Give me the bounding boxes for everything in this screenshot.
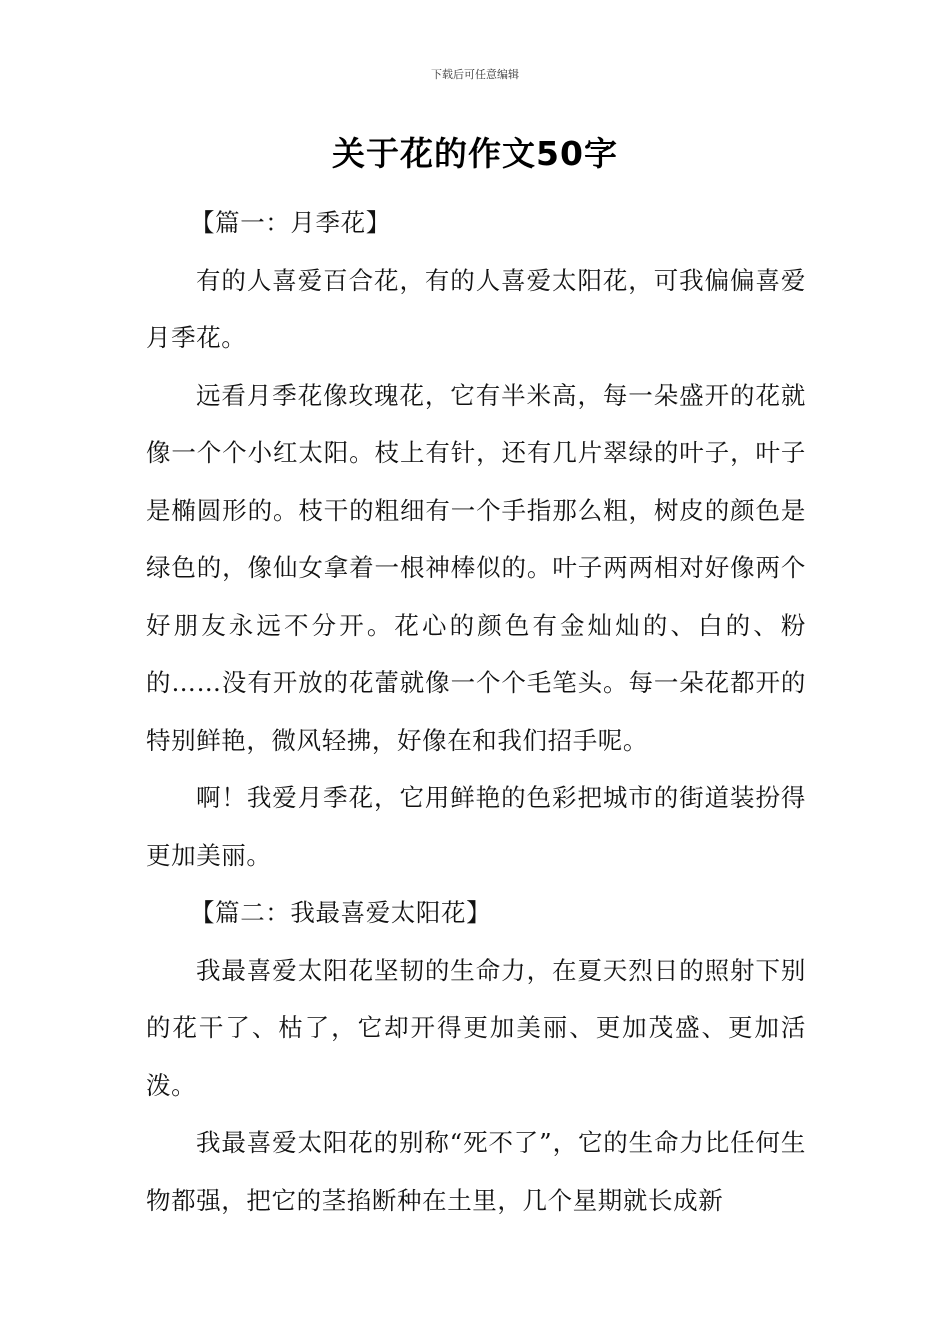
paragraph: 我最喜爱太阳花坚韧的生命力，在夏天烈日的照射下别的花干了、枯了，它却开得更加美丽、更加茂盛、更加活泼。	[146, 955, 806, 1100]
section-heading: 【篇二：我最喜爱太阳花】	[190, 898, 492, 927]
section-heading: 【篇一：月季花】	[190, 208, 391, 237]
paragraph: 有的人喜爱百合花，有的人喜爱太阳花，可我偏偏喜爱月季花。	[146, 265, 806, 352]
paragraph: 远看月季花像玫瑰花，它有半米高，每一朵盛开的花就像一个个小红太阳。枝上有针，还有几片翠绿的叶子，叶子是椭圆形的。枝干的粗细有一个手指那么粗，树皮的颜色是绿色的，像仙女拿着一根神棒似的。叶子两两相对好像两个好朋友永远不分开。花心的颜色有金灿灿的、白的、粉的……没有开放的花蕾就像一个个毛笔头。每一朵花都开的特别鲜艳，微风轻拂，好像在和我们招手呢。	[146, 380, 806, 755]
document-body	[146, 194, 806, 1229]
paragraph: 我最喜爱太阳花的别称“死不了”，它的生命力比任何生物都强，把它的茎掐断种在土里，几个星期就长成新	[146, 1128, 806, 1215]
header-note: 下载后可任意编辑	[431, 68, 519, 81]
document-title: 关于花的作文50字	[332, 134, 618, 173]
paragraph: 啊！我爱月季花，它用鲜艳的色彩把城市的街道装扮得更加美丽。	[146, 783, 806, 870]
